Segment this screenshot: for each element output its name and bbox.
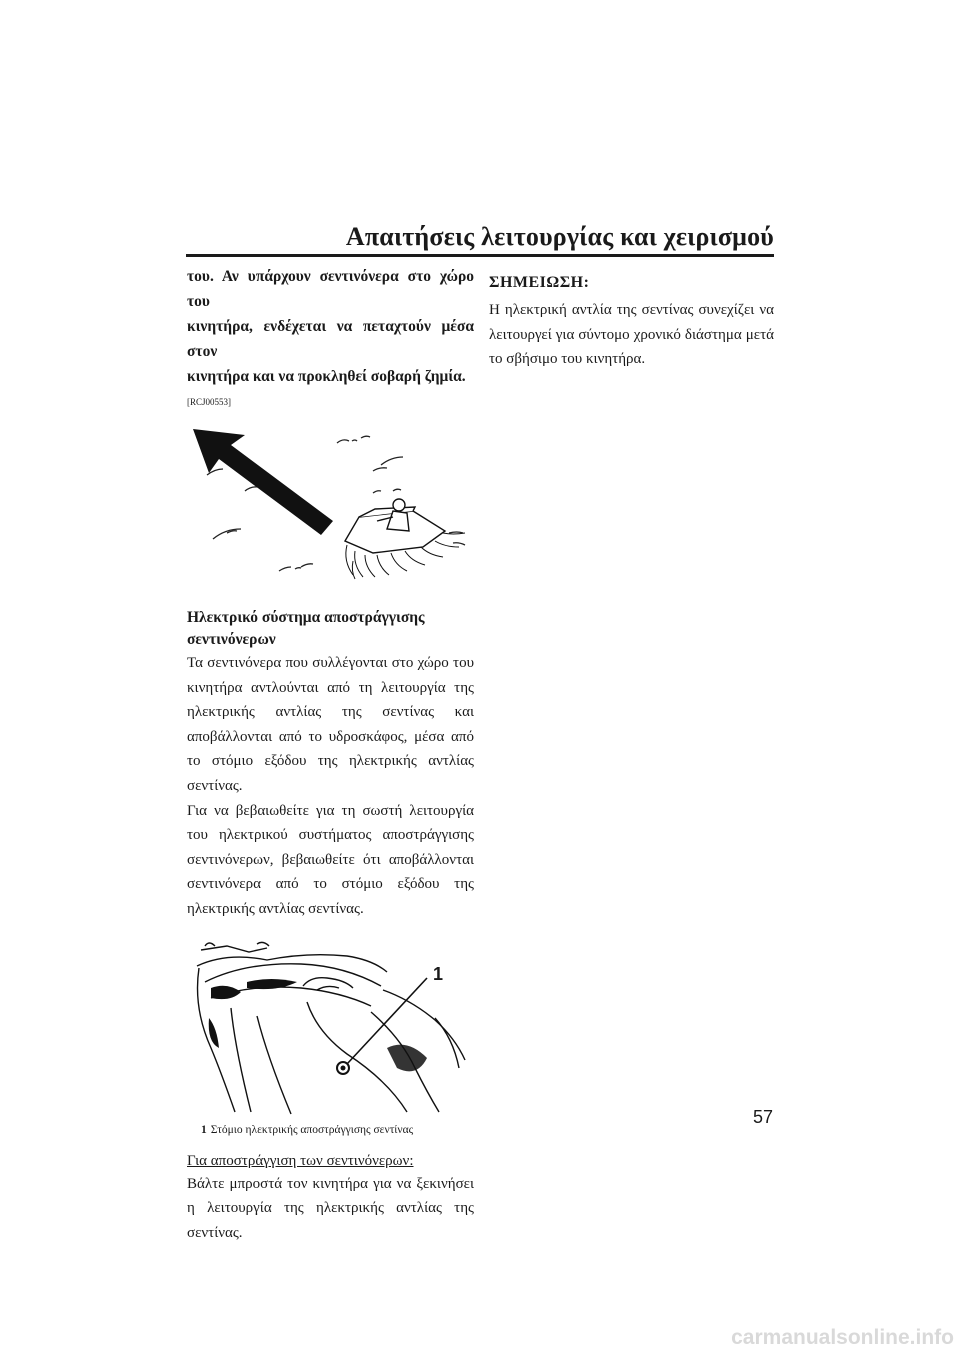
section-paragraph-1: Τα σεντινόνερα που συλλέγονται στο χώρο του κινητήρα αντλούνται από τη λειτουργία της ηλεκτρικής αντλίας της σεντίνας και αποβάλλονται από το υδροσκάφος, μέσα από το στόμιο εξόδου της ηλεκτρικής αντλίας σεντίνας. (187, 655, 474, 794)
procedure-text: Βάλτε μπροστά τον κινητήρα για να ξεκινήσει η λειτουργία της ηλεκτρικής αντλίας της σεντίνας. (187, 1175, 474, 1241)
warning-line-2: κινητήρα, ενδέχεται να πεταχτούν μέσα στον (187, 318, 474, 360)
note-text: Η ηλεκτρική αντλία της σεντίνας συνεχίζει να λειτουργεί για σύντομο χρονικό διάστημα μετά το σβήσιμο του κινητήρα. (489, 302, 774, 368)
caption-number: 1 (201, 1123, 207, 1136)
figure-caption (187, 1124, 474, 1136)
bilge-outlet-figure (187, 938, 474, 1116)
header-rule (186, 254, 774, 257)
note-heading: ΣΗΜΕΙΩΣΗ: (489, 274, 590, 291)
right-column (489, 272, 774, 372)
reference-code: [RCJ00553] (187, 397, 232, 407)
warning-line-3: κινητήρα και να προκληθεί σοβαρή ζημία. (187, 368, 466, 385)
section-heading: Ηλεκτρικό σύστημα αποστράγγισης σεντινόνερων (187, 609, 425, 648)
page-header-title: Απαιτήσεις λειτουργίας και χειρισμού (345, 222, 774, 251)
figure-callout-number: 1 (433, 963, 444, 984)
procedure-heading: Για αποστράγγιση των σεντινόνερων: (187, 1152, 414, 1169)
warning-line-1: του. Αν υπάρχουν σεντινόνερα στο χώρο του (187, 268, 474, 310)
watercraft-rear-illustration (187, 938, 474, 1116)
section-paragraph-2: Για να βεβαιωθείτε για τη σωστή λειτουργία του ηλεκτρικού συστήματος αποστράγγισης σεντινόνερων, βεβαιωθείτε ότι αποβάλλονται σεντινόνερα από το στόμιο εξόδου της ηλεκτρικής αντλίας σεντίνας. (187, 802, 474, 917)
watercraft-figure (187, 421, 474, 601)
caption-text: Στόμιο ηλεκτρικής αποστράγγισης σεντίνας (210, 1123, 414, 1136)
direction-arrow-icon (193, 429, 333, 535)
watermark-text: carmanualsonline.info (731, 1326, 954, 1349)
page-number: 57 (752, 1107, 773, 1127)
left-column (187, 264, 474, 1245)
watercraft-illustration (187, 421, 474, 601)
